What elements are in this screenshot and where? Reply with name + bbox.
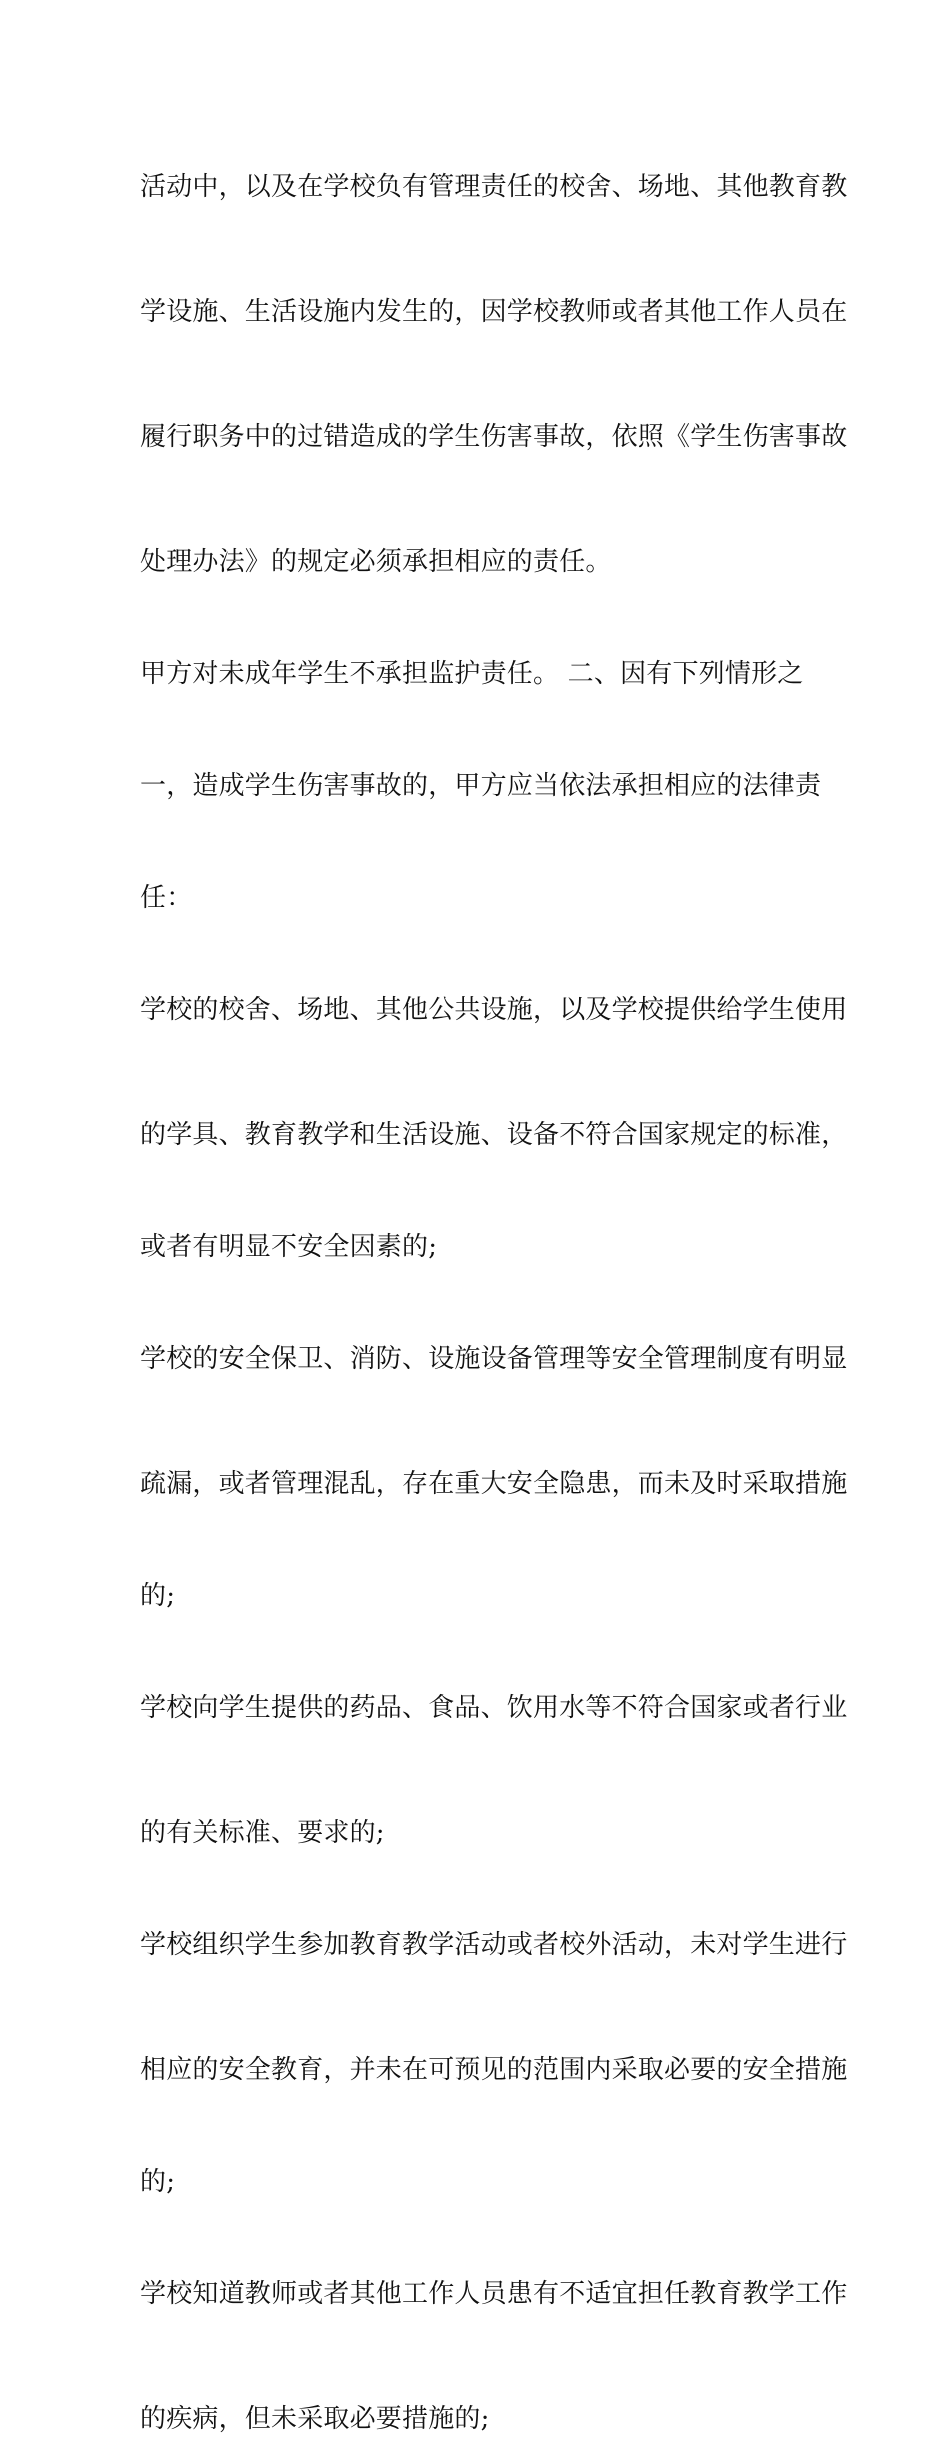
text-line: 学设施、生活设施内发生的，因学校教师或者其他工作人员在 <box>140 297 848 327</box>
text-line: 任： <box>140 883 193 913</box>
text-line: 活动中，以及在学校负有管理责任的校舍、场地、其他教育教 <box>140 172 848 202</box>
text-line: 甲方对未成年学生不承担监护责任。 二、因有下列情形之 <box>140 659 804 689</box>
text-line: 一，造成学生伤害事故的，甲方应当依法承担相应的法律责 <box>140 771 822 801</box>
text-line: 学校组织学生参加教育教学活动或者校外活动，未对学生进行 <box>140 1930 848 1960</box>
text-line: 处理办法》的规定必须承担相应的责任。 <box>140 547 612 577</box>
text-line: 的疾病，但未采取必要措施的; <box>140 2404 490 2434</box>
text-line: 的学具、教育教学和生活设施、设备不符合国家规定的标准， <box>140 1120 848 1150</box>
document-body <box>140 106 848 2458</box>
text-line: 学校的校舍、场地、其他公共设施，以及学校提供给学生使用 <box>140 995 848 1025</box>
text-line: 的; <box>140 2167 176 2197</box>
text-line: 相应的安全教育，并未在可预见的范围内采取必要的安全措施 <box>140 2055 848 2085</box>
text-line: 疏漏，或者管理混乱，存在重大安全隐患，而未及时采取措施 <box>140 1469 848 1499</box>
text-line: 学校的安全保卫、消防、设施设备管理等安全管理制度有明显 <box>140 1344 848 1374</box>
text-line: 履行职务中的过错造成的学生伤害事故，依照《学生伤害事故 <box>140 422 848 452</box>
text-line: 或者有明显不安全因素的; <box>140 1232 438 1262</box>
text-line: 学校向学生提供的药品、食品、饮用水等不符合国家或者行业 <box>140 1693 848 1723</box>
text-line: 学校知道教师或者其他工作人员患有不适宜担任教育教学工作 <box>140 2279 848 2309</box>
text-line: 的; <box>140 1581 176 1611</box>
text-line: 的有关标准、要求的; <box>140 1818 385 1848</box>
